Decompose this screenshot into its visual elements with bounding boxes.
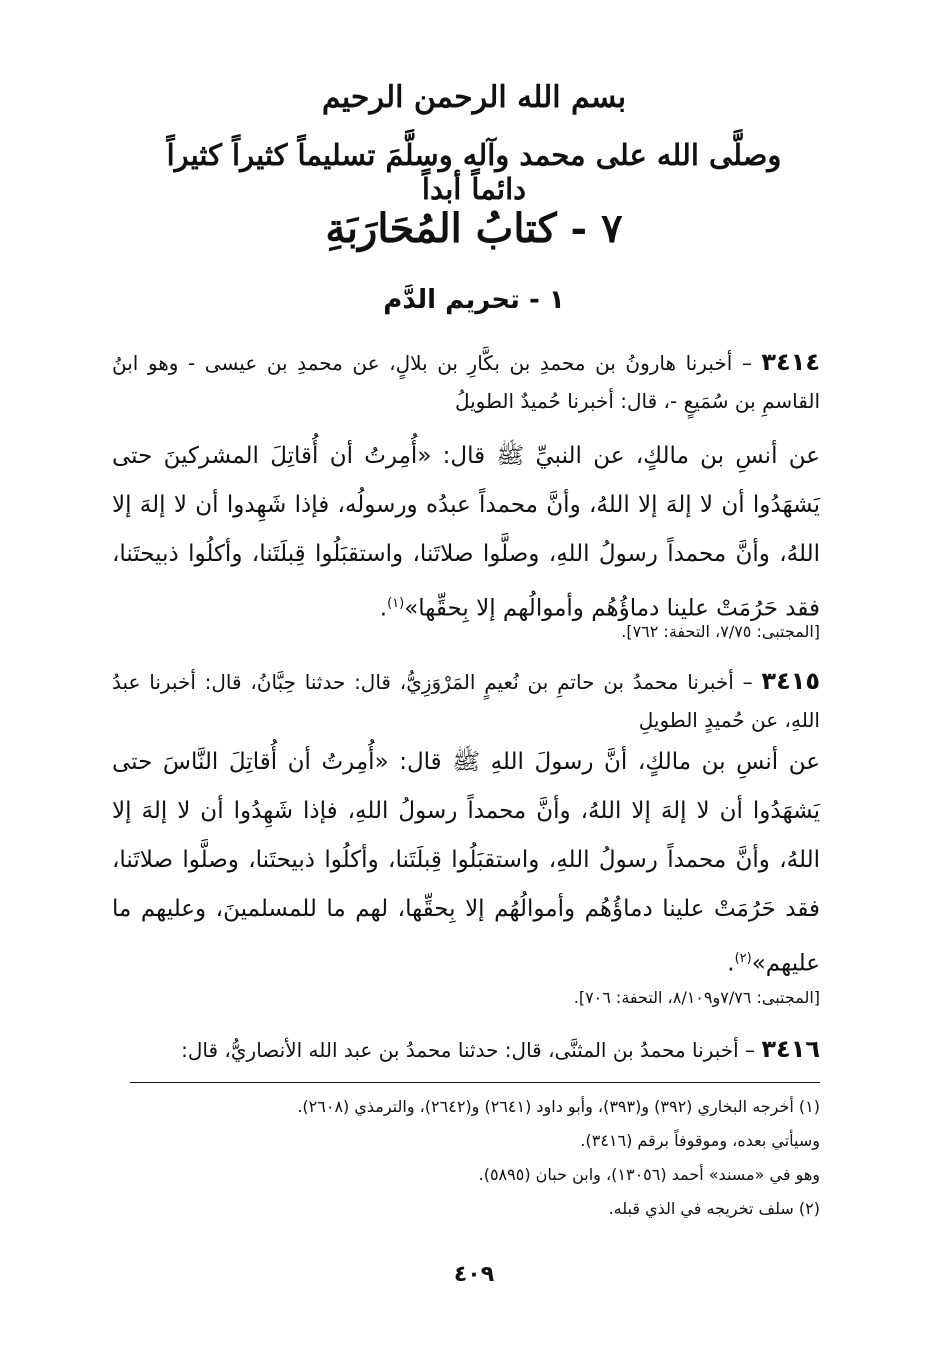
footnote-line: وهو في «مسند» أحمد (١٣٠٥٦)، وابن حبان (٥٨٩٥). [478,1165,820,1184]
hadith-isnad [112,662,820,739]
basmala: بسم الله الرحمن الرحيم [321,80,627,115]
footnote-mark[interactable]: (٢) [734,951,752,966]
isnad-text: أخبرنا محمدُ بن حاتمِ بن نُعيمٍ المَرْوَزِيُّ، قال: حدثنا حِبَّانُ، قال: أخبرنا عبدُ اللهِ، عن حُميدٍ الطويلِ [112,670,820,732]
hadith-matn: عن أنسِ بن مالكٍ، أنَّ رسولَ اللهِ ﷺ قال: «أُمِرتُ أن أُقاتِلَ النَّاسَ حتى يَشهَدُوا أن لا إلهَ إلا اللهُ، وأنَّ محمداً رسولُ اللهِ، فإذا شَهِدُوا أن لا إلهَ إلا اللهُ، وأنَّ محمداً رسولُ اللهِ، واستقبَلُوا قِبلَتَنا، وأكلُوا ذبيحتَنا، وصلَّوا صلاتَنا، فقد حَرُمَتْ علينا دماؤُهُم وأموالُهُم إلا بِحقِّها، لهم ما للمسلمينَ، وعليهم ما عليهم»$^{(٢)}$. [112,749,820,977]
isnad-text: أخبرنا محمدُ بن المثنَّى، قال: حدثنا محمدُ بن عبد الله الأنصاريُّ، قال: [181,1038,739,1062]
footnote-mark[interactable]: (١) [387,596,405,611]
hadith-isnad [112,343,820,420]
hadith-reference: [المجتبى: ٧/٧٥، التحفة: ٧٦٢]. [621,622,820,641]
footnote-line: (١) أخرجه البخاري (٣٩٢) و(٣٩٣)، وأبو داود (٢٦٤١) و(٢٦٤٢)، والترمذي (٢٦٠٨). [297,1097,820,1116]
footnotes [112,1090,820,1226]
book-title: ٧ - كتابُ المُحَارَبَةِ [325,205,623,252]
dash: – [733,670,753,694]
salutation: وصلَّى الله على محمد وآله وسلَّمَ تسليماً كثيراً كثيراً دائماً أبداً [166,138,782,206]
hadith-isnad [112,1030,820,1069]
matn-text: عن أنسِ بن مالكٍ، عن النبيِّ ﷺ قال: «أُمِرتُ أن أُقاتِلَ المشركينَ حتى يَشهَدُوا أن لا إلهَ إلا اللهُ، وأنَّ محمداً عبدُه ورسولُه، فإذا شَهِدوا أن لا إلهَ إلا اللهُ، وأنَّ محمداً رسولُ اللهِ، وصلَّوا صلاتَنا، واستقبَلُوا قِبلَتَنا، وأكلُوا ذبيحتَنا، فقد حَرُمَتْ علينا دماؤُهُم وأموالُهم إلا بِحقِّها» [112,443,820,622]
hadith-number: ٣٤١٤ [761,348,820,376]
hadith-reference: [المجتبى: ٧/٧٦و٨/١٠٩، التحفة: ٧٠٦]. [573,988,820,1007]
dash: – [738,1038,756,1062]
footnote-divider [130,1082,820,1083]
dash: – [732,351,752,375]
hadith-matn: عن أنسِ بن مالكٍ، عن النبيِّ ﷺ قال: «أُمِرتُ أن أُقاتِلَ المشركينَ حتى يَشهَدُوا أن لا إلهَ إلا اللهُ، وأنَّ محمداً عبدُه ورسولُه، فإذا شَهِدوا أن لا إلهَ إلا اللهُ، وأنَّ محمداً رسولُ اللهِ، وصلَّوا صلاتَنا، واستقبَلُوا قِبلَتَنا، وأكلُوا ذبيحتَنا، فقد حَرُمَتْ علينا دماؤُهُم وأموالُهم إلا بِحقِّها»$^{(١)}$. [112,443,820,622]
isnad-text: أخبرنا هارونُ بن محمدِ بن بكَّارِ بن بلالٍ، عن محمدِ بن عيسى - وهو ابنُ القاسمِ بن سُمَيعٍ -، قال: أخبرنا حُميدٌ الطويلُ [112,351,820,413]
hadith-number: ٣٤١٥ [761,667,821,695]
footnote-line: (٢) سلف تخريجه في الذي قبله. [608,1199,820,1218]
hadith-number: ٣٤١٦ [761,1035,820,1063]
footnote-line: وسيأتي بعده، وموقوفاً برقم (٣٤١٦). [580,1131,820,1150]
matn-text: عن أنسِ بن مالكٍ، أنَّ رسولَ اللهِ ﷺ قال: «أُمِرتُ أن أُقاتِلَ النَّاسَ حتى يَشهَدُوا أن لا إلهَ إلا اللهُ، وأنَّ محمداً رسولُ اللهِ، فإذا شَهِدُوا أن لا إلهَ إلا اللهُ، وأنَّ محمداً رسولُ اللهِ، واستقبَلُوا قِبلَتَنا، وأكلُوا ذبيحتَنا، وصلَّوا صلاتَنا، فقد حَرُمَتْ علينا دماؤُهُم وأموالُهُم إلا بِحقِّها، لهم ما للمسلمينَ، وعليهم ما عليهم» [112,749,820,977]
chapter-title: ١ - تحريم الدَّم [383,285,565,315]
page-number: ٤٠٩ [453,1262,495,1287]
